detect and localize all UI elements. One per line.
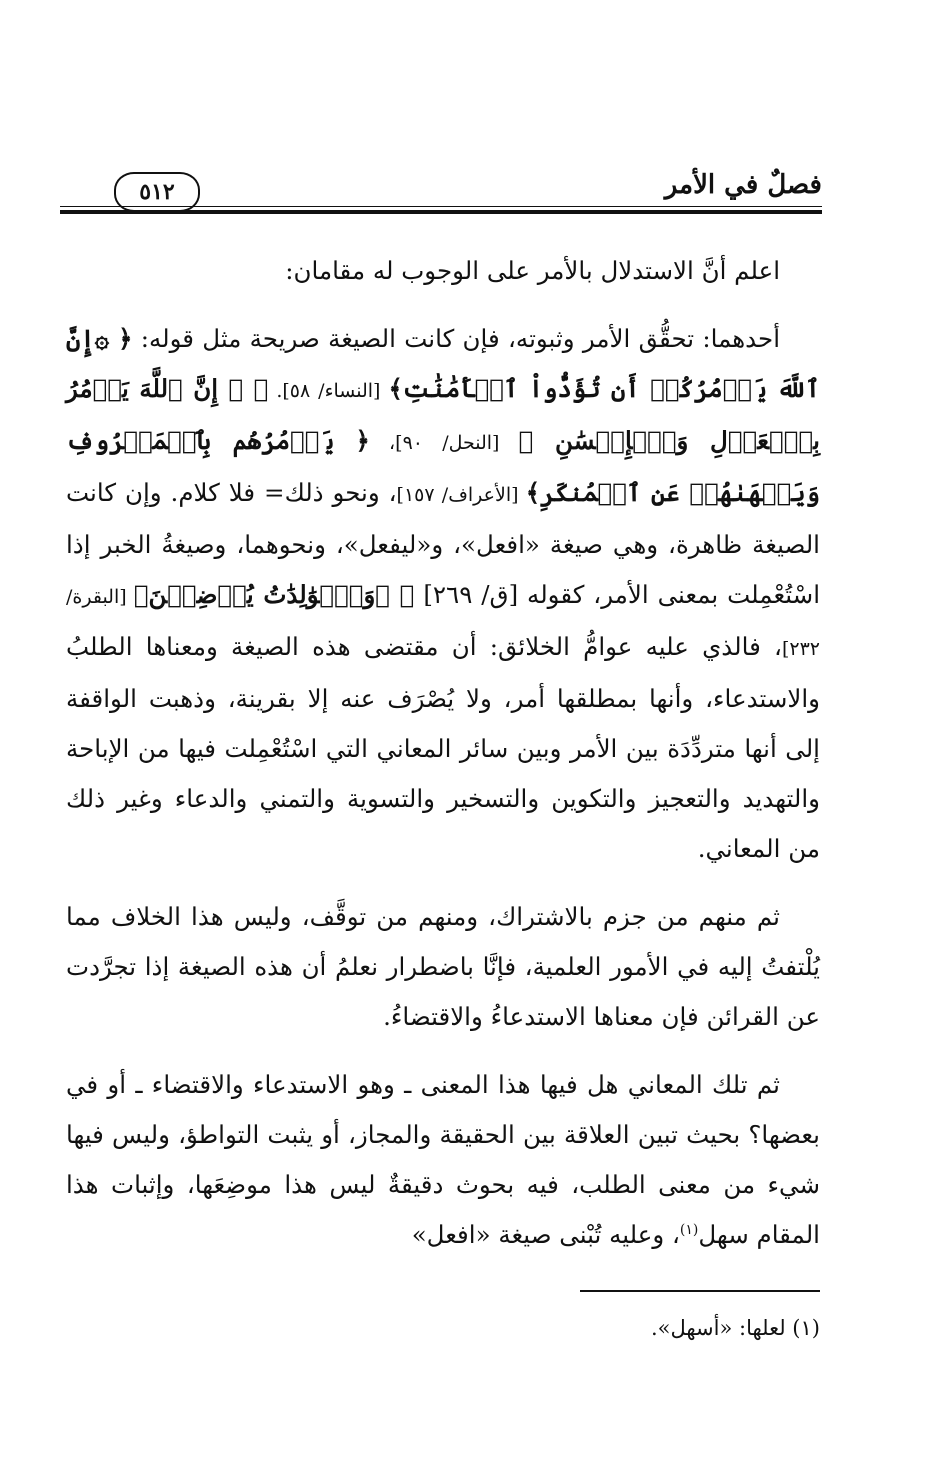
paragraph-4-part-b: ، وعليه تُبْنى صيغة «افعل»: [411, 1220, 680, 1249]
chapter-title: فصلٌ في الأمر: [664, 170, 822, 200]
page-number-badge: ٥١٢: [114, 172, 200, 212]
verse-reference-3: [الأعراف/ ١٥٧]: [396, 484, 526, 506]
paragraph-2-part-b: ، ونحو ذلك= فلا كلام. وإن كانت الصيغة ظاهرة، وهي صيغة «افعل»، و«ليفعل»، ونحوهما، وصيغةُ الخبر إذا اسْتُعْمِلت بمعنى الأمر، كقوله [ق/ ٢٦٩]: [66, 478, 820, 609]
footnote-separator: [580, 1290, 820, 1292]
verse-reference-1: [النساء/ ٥٨].: [268, 380, 389, 402]
running-header: [60, 168, 822, 218]
verse-reference-4: [البقرة/ ٢٣٢]: [66, 586, 820, 660]
footnote: (١) لعلها: «أسهل».: [650, 1316, 820, 1340]
paragraph-2: [66, 314, 820, 874]
main-text: [66, 246, 820, 1278]
verse-reference-2: [النحل/ ٩٠]،: [369, 432, 519, 454]
paragraph-1: اعلم أنَّ الاستدلال بالأمر على الوجوب له مقامان:: [285, 256, 780, 285]
quran-verse-3: ﴿ يَأۡمُرُهُم بِٱلۡمَعۡرُوفِ وَيَنۡهَىٰهُمۡ عَنِ ٱلۡمُنكَرِ﴾: [66, 426, 820, 507]
paragraph-2-part-a: أحدهما: تحقُّق الأمر وثبوته، فإن كانت الصيغة صريحة مثل قوله:: [132, 324, 780, 353]
quran-verse-2: ﴿ ۞ إِنَّ ٱللَّهَ يَأۡمُرُ بِٱلۡعَدۡلِ وَٱلۡإِحۡسَٰنِ ﴾: [66, 374, 820, 455]
quran-verse-4: ﴿ ۞وَٱلۡوَٰلِدَٰتُ يُرۡضِعۡنَ﴾: [133, 580, 415, 609]
paragraph-4: [66, 1060, 820, 1260]
header-rule-thin: [60, 206, 822, 207]
footnote-marker: (١): [679, 1221, 699, 1238]
paragraph-3: ثم منهم من جزم بالاشتراك، ومنهم من توقَّف، وليس هذا الخلاف مما يُلْتفتُ إليه في الأمور العلمية، فإنَّا باضطرار نعلمُ أن هذه الصيغة إذا تجرَّدت عن القرائن فإن معناها الاستدعاءُ والاقتضاءُ.: [66, 902, 820, 1031]
paragraph-4-part-a: ثم تلك المعاني هل فيها هذا المعنى ـ وهو الاستدعاء والاقتضاء ـ أو في بعضها؟ بحيث تبين العلاقة بين الحقيقة والمجاز، أو يثبت التواطؤ، وليس فيها شيء من معنى الطلب، فيه بحوث دقيقةٌ ليس هذا موضِعَها، وإثبات هذا المقام سهل: [66, 1070, 820, 1249]
header-rule-thick: [60, 210, 822, 214]
paragraph-2-part-c: ، فالذي عليه عوامُّ الخلائق: أن مقتضى هذه الصيغة ومعناها الطلبُ والاستدعاء، وأنها بمطلقها أمر، ولا يُصْرَف عنه إلا بقرينة، وذهبت الواقفة إلى أنها متردِّدَة بين الأمر وبين سائر المعاني التي اسْتُعْمِلت فيها من الإباحة والتهديد والتعجيز والتكوين والتسخير والتسوية والتمني والدعاء وغير ذلك من المعاني.: [66, 632, 820, 863]
quran-verse-1: ﴿ ۞إِنَّ ٱللَّهَ يَأۡمُرُكُمۡ أَن تُؤَدُّواْ ٱلۡأَمَٰنَٰتِ﴾: [66, 324, 820, 403]
